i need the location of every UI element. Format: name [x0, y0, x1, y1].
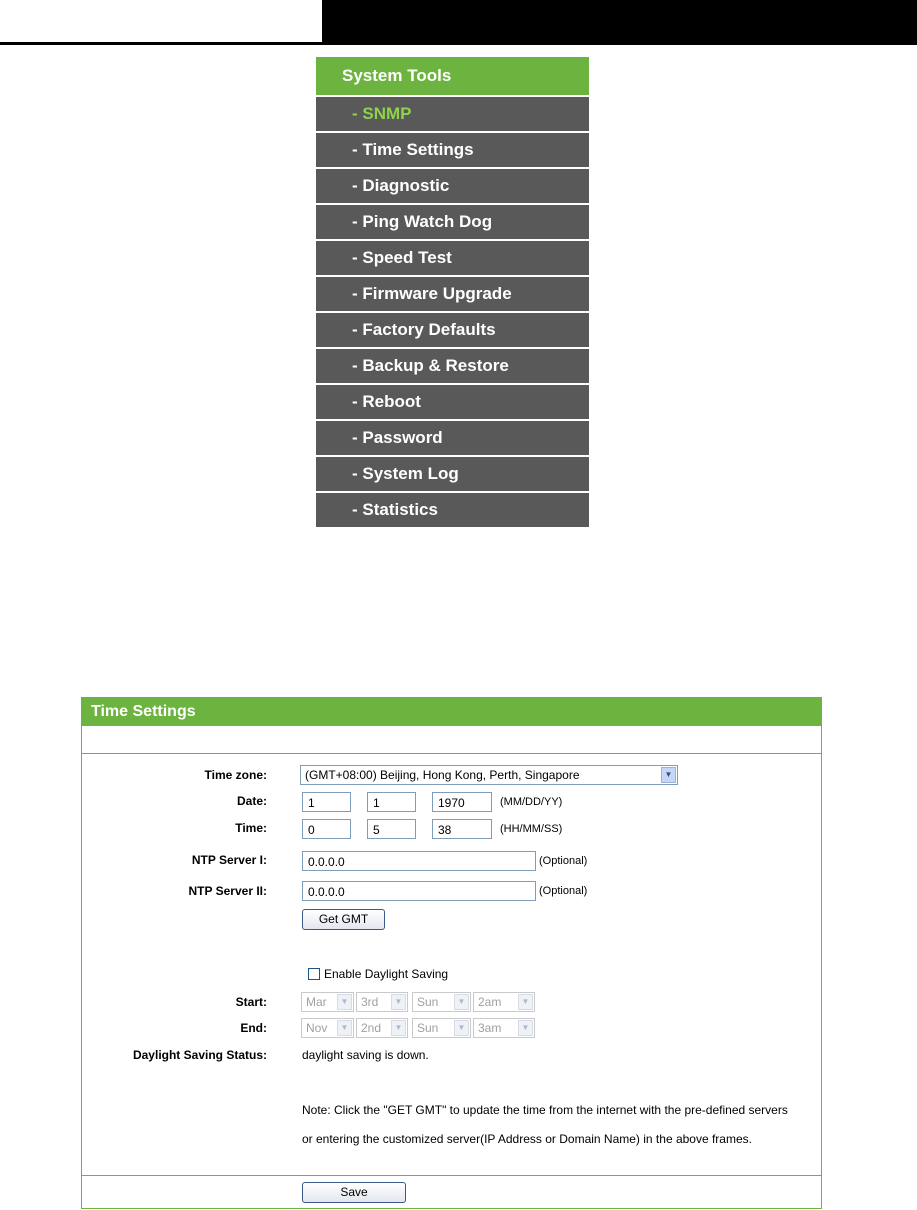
menu-item-time-settings[interactable]: - Time Settings: [316, 133, 589, 167]
time-settings-panel: [81, 697, 822, 1209]
ntp-server-1-input[interactable]: 0.0.0.0: [302, 851, 536, 871]
chevron-down-icon: ▼: [454, 994, 469, 1010]
save-button[interactable]: Save: [302, 1182, 406, 1203]
date-day-input[interactable]: 1: [367, 792, 416, 812]
time-label: Time:: [235, 821, 267, 835]
ntp-server-1-hint: (Optional): [539, 855, 588, 867]
date-label: Date:: [236, 794, 267, 808]
menu-item-system-log[interactable]: - System Log: [316, 457, 589, 491]
dst-end-week-value: 2nd: [361, 1021, 382, 1035]
dst-start-day-value: Sun: [417, 995, 439, 1009]
dst-end-day-value: Sun: [417, 1021, 439, 1035]
dst-start-hour-select[interactable]: [473, 992, 535, 1012]
chevron-down-icon: ▼: [391, 1020, 406, 1036]
dst-end-hour-select[interactable]: [473, 1018, 535, 1038]
divider-top: [82, 753, 821, 754]
time-hour-input[interactable]: 0: [302, 819, 351, 839]
enable-dst-label: Enable Daylight Saving: [324, 967, 449, 981]
menu-item-firmware-upgrade[interactable]: - Firmware Upgrade: [316, 277, 589, 311]
note-line-2: or entering the customized server(IP Address or Domain Name) in the above frames.: [302, 1132, 752, 1146]
dst-start-week-select[interactable]: [356, 992, 408, 1012]
dst-status-label: Daylight Saving Status:: [132, 1048, 267, 1062]
chevron-down-icon: ▼: [518, 1020, 533, 1036]
time-zone-value: (GMT+08:00) Beijing, Hong Kong, Perth, Singapore: [305, 768, 580, 782]
system-tools-menu: [316, 57, 589, 529]
ntp-server-2-hint: (Optional): [539, 885, 588, 897]
time-second-input[interactable]: 38: [432, 819, 492, 839]
dst-end-week-select[interactable]: [356, 1018, 408, 1038]
dst-start-month-value: Mar: [306, 995, 327, 1009]
chevron-down-icon: ▼: [661, 767, 676, 783]
menu-item-ping-watch-dog[interactable]: - Ping Watch Dog: [316, 205, 589, 239]
chevron-down-icon: ▼: [454, 1020, 469, 1036]
date-format-hint: (MM/DD/YY): [500, 796, 563, 808]
dst-end-day-select[interactable]: [412, 1018, 471, 1038]
dst-start-hour-value: 2am: [478, 995, 502, 1009]
chevron-down-icon: ▼: [337, 1020, 352, 1036]
ntp-server-2-input[interactable]: 0.0.0.0: [302, 881, 536, 901]
chevron-down-icon: ▼: [337, 994, 352, 1010]
time-zone-select[interactable]: [300, 765, 678, 785]
dst-start-label: Start:: [235, 995, 267, 1009]
chevron-down-icon: ▼: [518, 994, 533, 1010]
dst-status-value: daylight saving is down.: [302, 1048, 429, 1062]
menu-item-reboot[interactable]: - Reboot: [316, 385, 589, 419]
dst-start-month-select[interactable]: [301, 992, 354, 1012]
header-bar: [322, 0, 917, 42]
date-month-input[interactable]: 1: [302, 792, 351, 812]
menu-item-statistics[interactable]: - Statistics: [316, 493, 589, 527]
get-gmt-button[interactable]: Get GMT: [302, 909, 385, 930]
menu-item-diagnostic[interactable]: - Diagnostic: [316, 169, 589, 203]
menu-title: System Tools: [316, 57, 589, 95]
panel-title: Time Settings: [82, 698, 821, 726]
ntp-server-2-label: NTP Server II:: [188, 884, 267, 898]
time-zone-label: Time zone:: [204, 768, 267, 782]
menu-item-backup-restore[interactable]: - Backup & Restore: [316, 349, 589, 383]
menu-item-factory-defaults[interactable]: - Factory Defaults: [316, 313, 589, 347]
dst-end-month-select[interactable]: [301, 1018, 354, 1038]
divider-bottom: [82, 1175, 821, 1176]
dst-end-label: End:: [240, 1021, 267, 1035]
dst-start-week-value: 3rd: [361, 995, 379, 1009]
date-year-input[interactable]: 1970: [432, 792, 492, 812]
time-format-hint: (HH/MM/SS): [500, 823, 563, 835]
dst-end-month-value: Nov: [306, 1021, 328, 1035]
time-minute-input[interactable]: 5: [367, 819, 416, 839]
menu-item-password[interactable]: - Password: [316, 421, 589, 455]
enable-dst-checkbox[interactable]: [308, 968, 320, 980]
header-rule: [0, 42, 917, 45]
dst-end-hour-value: 3am: [478, 1021, 502, 1035]
menu-item-speed-test[interactable]: - Speed Test: [316, 241, 589, 275]
note-line-1: Note: Click the "GET GMT" to update the time from the internet with the pre-defined servers: [302, 1103, 788, 1117]
menu-item-snmp[interactable]: - SNMP: [316, 97, 589, 131]
chevron-down-icon: ▼: [391, 994, 406, 1010]
ntp-server-1-label: NTP Server I:: [191, 853, 267, 867]
dst-start-day-select[interactable]: [412, 992, 471, 1012]
